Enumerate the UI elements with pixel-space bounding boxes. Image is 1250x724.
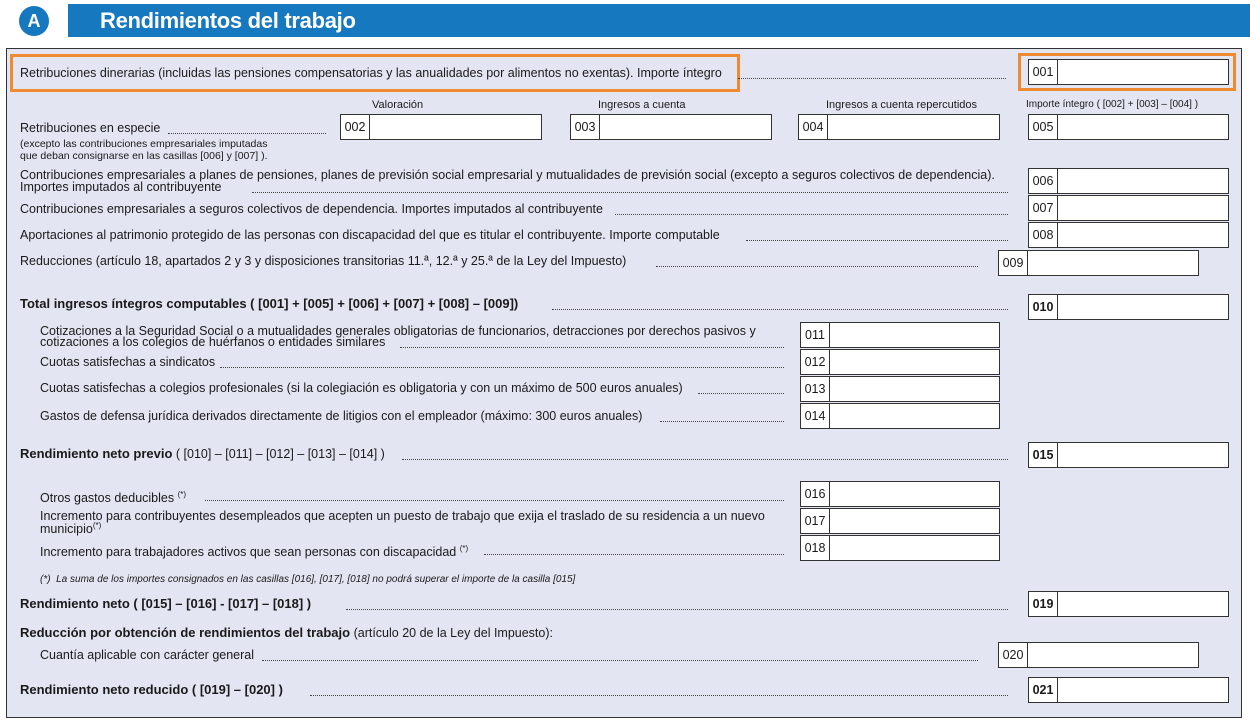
code-007: 007 xyxy=(1029,196,1058,220)
input-007[interactable] xyxy=(1058,196,1228,220)
row-020-heading-rest: (artículo 20 de la Ley del Impuesto): xyxy=(353,626,553,640)
col-importe-integro: Importe íntegro ( [002] + [003] – [004] ) xyxy=(1026,99,1199,110)
row-008-label: Aportaciones al patrimonio protegido de las personas con discapacidad del que es titular el contribuyente. Importe computable xyxy=(20,228,720,242)
row-013-label: Cuotas satisfechas a colegios profesionales (si la colegiación es obligatoria y con un máximo de 500 euros anuales) xyxy=(40,381,683,395)
footnote-text: La suma de los importes consignados en las casillas [016], [017], [018] no podrá superar el importe de la casilla [015] xyxy=(56,574,576,585)
code-019: 019 xyxy=(1029,592,1058,616)
section-badge: A xyxy=(19,6,49,36)
leader-006 xyxy=(252,192,1008,193)
row-002-note-2: que deban consignarse en las casillas [006] y [007] ). xyxy=(20,150,268,162)
input-002[interactable] xyxy=(370,115,541,139)
input-021[interactable] xyxy=(1058,678,1228,702)
row-018-mark: (*) xyxy=(459,544,469,553)
row-017-label-2 xyxy=(40,519,101,536)
field-013 xyxy=(800,376,1000,402)
row-006-label-2: Importes imputados al contribuyente xyxy=(20,180,222,194)
field-001 xyxy=(1028,59,1229,85)
field-010 xyxy=(1028,294,1229,320)
leader-021 xyxy=(310,695,1008,696)
input-014[interactable] xyxy=(830,404,999,428)
col-ingresos-cuenta: Ingresos a cuenta xyxy=(598,99,686,111)
row-018-text: Incremento para trabajadores activos que sean personas con discapacidad xyxy=(40,545,457,560)
field-020 xyxy=(998,642,1199,668)
leader-002 xyxy=(168,133,326,134)
field-007 xyxy=(1028,195,1229,221)
input-006[interactable] xyxy=(1058,169,1228,193)
row-017-label-1: Incremento para contribuyentes desempleados que acepten un puesto de trabajo que exija el traslado de su residencia a un nuevo xyxy=(40,509,765,523)
section-title: Rendimientos del trabajo xyxy=(100,8,356,33)
code-002: 002 xyxy=(341,115,370,139)
row-016-text: Otros gastos deducibles xyxy=(40,491,175,506)
field-003 xyxy=(570,114,772,140)
row-019-label: Rendimiento neto ( [015] – [016] - [017] – [018] ) xyxy=(20,596,312,611)
field-012 xyxy=(800,349,1000,375)
leader-013 xyxy=(698,393,784,394)
field-018 xyxy=(800,535,1000,561)
row-020-label: Cuantía aplicable con carácter general xyxy=(40,648,255,662)
input-010[interactable] xyxy=(1058,295,1228,319)
code-009: 009 xyxy=(999,251,1028,275)
field-004 xyxy=(798,114,1000,140)
input-001[interactable] xyxy=(1058,60,1228,84)
row-015-label-bold: Rendimiento neto previo xyxy=(20,446,173,461)
leader-018 xyxy=(484,554,784,555)
row-017-mark: (*) xyxy=(92,521,102,530)
leader-014 xyxy=(660,421,784,422)
row-009-label: Reducciones (artículo 18, apartados 2 y 3 y disposiciones transitorias 11.ª, 12.ª y 25.ª de la Ley del Impuesto) xyxy=(20,254,627,268)
leader-008 xyxy=(746,240,1008,241)
input-016[interactable] xyxy=(830,482,999,506)
row-001-label: Retribuciones dinerarias (incluidas las pensiones compensatorias y las anualidades por alimentos no exentas). Importe íntegro xyxy=(20,66,722,80)
leader-009 xyxy=(656,266,978,267)
leader-012 xyxy=(220,367,784,368)
row-017-text: municipio xyxy=(40,522,93,537)
code-016: 016 xyxy=(801,482,830,506)
input-017[interactable] xyxy=(830,509,999,533)
leader-001 xyxy=(738,78,1006,79)
input-008[interactable] xyxy=(1058,223,1228,247)
row-011-label-1: Cotizaciones a la Seguridad Social o a mutualidades generales obligatorias de funcionarios, detracciones por derechos pasivos y xyxy=(40,324,756,338)
input-004[interactable] xyxy=(828,115,999,139)
leader-011 xyxy=(400,347,784,348)
row-002-label: Retribuciones en especie xyxy=(20,121,161,135)
row-002-note-1: (excepto las contribuciones empresariales imputadas xyxy=(20,138,268,150)
input-020[interactable] xyxy=(1028,643,1198,667)
row-020-heading xyxy=(20,626,553,640)
input-011[interactable] xyxy=(830,323,999,347)
leader-016 xyxy=(205,500,784,501)
code-003: 003 xyxy=(571,115,600,139)
input-013[interactable] xyxy=(830,377,999,401)
code-021: 021 xyxy=(1029,678,1058,702)
row-006-label-1: Contribuciones empresariales a planes de pensiones, planes de previsión social empresarial y mutualidades de previsión social (excepto a seguros colectivos de dependencia). xyxy=(20,168,995,182)
row-021-label: Rendimiento neto reducido ( [019] – [020] ) xyxy=(20,682,283,697)
row-012-label: Cuotas satisfechas a sindicatos xyxy=(40,355,216,369)
code-008: 008 xyxy=(1029,223,1058,247)
row-011-label-2: cotizaciones a los colegios de huérfanos o entidades similares xyxy=(40,335,386,349)
code-013: 013 xyxy=(801,377,830,401)
field-015 xyxy=(1028,442,1229,468)
input-012[interactable] xyxy=(830,350,999,374)
field-016 xyxy=(800,481,1000,507)
row-015-label xyxy=(20,447,385,461)
code-020: 020 xyxy=(999,643,1028,667)
code-014: 014 xyxy=(801,404,830,428)
row-016-mark: (*) xyxy=(177,490,187,499)
leader-015 xyxy=(402,459,1008,460)
row-018-label xyxy=(40,542,468,559)
field-006 xyxy=(1028,168,1229,194)
code-018: 018 xyxy=(801,536,830,560)
leader-019 xyxy=(346,609,1008,610)
code-010: 010 xyxy=(1029,295,1058,319)
row-007-label: Contribuciones empresariales a seguros colectivos de dependencia. Importes imputados al contribuyente xyxy=(20,202,603,216)
row-015-label-formula: ( [010] – [011] – [012] – [013] – [014] ) xyxy=(175,447,385,461)
leader-020 xyxy=(262,660,978,661)
field-005 xyxy=(1028,114,1229,140)
leader-010 xyxy=(552,309,1008,310)
code-015: 015 xyxy=(1029,443,1058,467)
code-017: 017 xyxy=(801,509,830,533)
row-010-label: Total ingresos íntegros computables ( [001] + [005] + [006] + [007] + [008] – [009]) xyxy=(20,296,519,311)
row-014-label: Gastos de defensa jurídica derivados directamente de litigios con el empleador (máximo: 300 euros anuales) xyxy=(40,409,643,423)
code-004: 004 xyxy=(799,115,828,139)
field-002 xyxy=(340,114,542,140)
code-006: 006 xyxy=(1029,169,1058,193)
footnote xyxy=(40,573,575,587)
code-001: 001 xyxy=(1029,60,1058,84)
row-016-label xyxy=(40,488,186,505)
input-018[interactable] xyxy=(830,536,999,560)
col-valoracion: Valoración xyxy=(372,99,424,111)
input-005[interactable] xyxy=(1058,115,1228,139)
field-011 xyxy=(800,322,1000,348)
input-019[interactable] xyxy=(1058,592,1228,616)
row-020-heading-bold: Reducción por obtención de rendimientos del trabajo xyxy=(20,625,351,640)
input-003[interactable] xyxy=(600,115,771,139)
field-017 xyxy=(800,508,1000,534)
code-012: 012 xyxy=(801,350,830,374)
input-015[interactable] xyxy=(1058,443,1228,467)
input-009[interactable] xyxy=(1028,251,1198,275)
code-005: 005 xyxy=(1029,115,1058,139)
field-009 xyxy=(998,250,1199,276)
leader-007 xyxy=(615,214,1008,215)
field-019 xyxy=(1028,591,1229,617)
footnote-mark: (*) xyxy=(40,574,51,585)
field-008 xyxy=(1028,222,1229,248)
col-ingresos-repercutidos: Ingresos a cuenta repercutidos xyxy=(826,99,978,111)
field-021 xyxy=(1028,677,1229,703)
code-011: 011 xyxy=(801,323,830,347)
field-014 xyxy=(800,403,1000,429)
